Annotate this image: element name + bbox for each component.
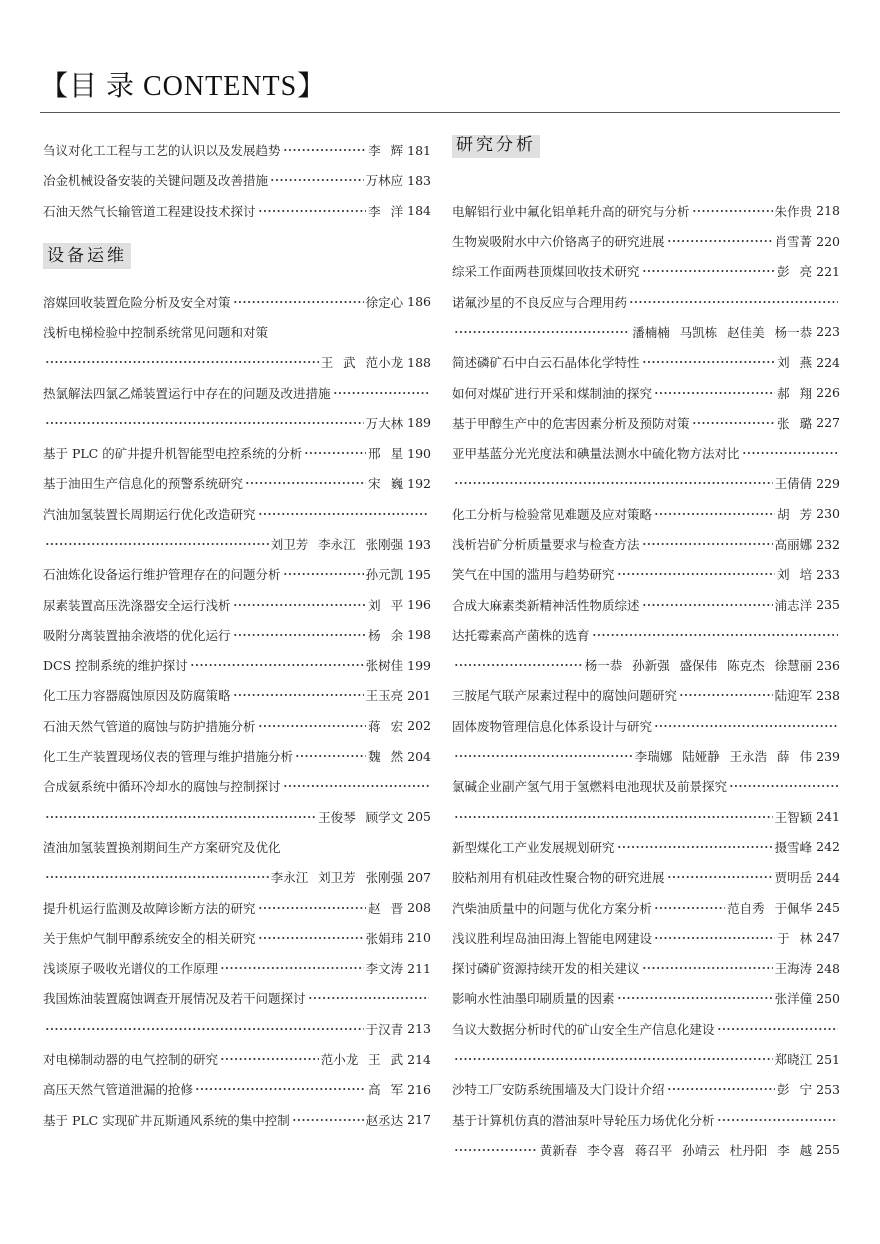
entry-authors: 张娟玮	[365, 930, 404, 946]
entry-title: 电解铝行业中氟化铝单耗升高的研究与分析	[452, 203, 690, 219]
dot-leader	[292, 1105, 364, 1135]
page-number: 208	[407, 900, 431, 916]
entry-authors: 蒋 宏	[368, 718, 404, 734]
page-number: 217	[407, 1112, 431, 1128]
page-number: 193	[407, 536, 431, 552]
page-number: 184	[407, 203, 431, 219]
dot-leader	[667, 226, 773, 256]
page-number: 199	[407, 657, 431, 673]
entry-authors: 万大林	[365, 415, 404, 431]
entry-authors: 刘 培	[777, 567, 813, 583]
entry-authors: 刘 平	[368, 597, 404, 613]
entry-title: 冶金机械设备安装的关键问题及改善措施	[43, 173, 269, 189]
entry-title: 综采工作面两巷顶煤回收技术研究	[452, 264, 640, 280]
toc-entry[interactable]	[452, 1105, 840, 1135]
toc-entry[interactable]	[43, 892, 431, 922]
page-number: 186	[407, 294, 431, 310]
dot-leader	[667, 1074, 776, 1104]
entry-authors: 李 洋	[368, 203, 404, 219]
entry-authors: 赵丞达	[365, 1112, 404, 1128]
dot-leader	[654, 923, 775, 953]
page-number: 251	[816, 1051, 840, 1067]
dot-leader	[258, 893, 367, 923]
entry-title: 氯碱企业副产氢气用于氢燃料电池现状及前景探究	[452, 779, 728, 795]
toc-entry[interactable]	[452, 1074, 840, 1104]
toc-entry-continuation[interactable]	[452, 802, 840, 832]
dot-leader	[454, 1135, 538, 1165]
entry-title: 浅析岩矿分析质量要求与检查方法	[452, 537, 640, 552]
dot-leader	[258, 923, 364, 953]
toc-entry[interactable]	[43, 377, 431, 407]
toc-entry[interactable]	[452, 923, 840, 953]
toc-entry[interactable]	[43, 1074, 431, 1104]
dot-leader	[454, 468, 773, 498]
entry-title: 简述磷矿石中白云石晶体化学特性	[452, 355, 640, 371]
dot-leader	[258, 196, 367, 226]
page-number: 247	[816, 930, 840, 946]
contents-header	[40, 64, 840, 114]
dot-leader	[304, 438, 366, 468]
dot-leader	[454, 650, 583, 680]
page-number: 195	[407, 566, 431, 582]
toc-entry-continuation[interactable]	[43, 802, 431, 832]
toc-entry[interactable]	[43, 832, 431, 862]
dot-leader	[220, 953, 364, 983]
dot-leader	[333, 378, 429, 408]
entry-authors: 彭 亮	[777, 264, 813, 280]
entry-title: 热氯解法四氯乙烯装置运行中存在的问题及改进措施	[43, 385, 331, 401]
dot-leader	[245, 468, 366, 498]
dot-leader	[233, 620, 367, 650]
dot-leader	[45, 347, 319, 377]
page-title: 【目 录 CONTENTS】	[40, 71, 327, 102]
page-number: 207	[407, 869, 431, 885]
section-heading	[43, 226, 431, 287]
entry-title: 刍议对化工工程与工艺的认识以及发展趋势	[43, 143, 281, 159]
dot-leader	[629, 287, 838, 317]
entry-authors: 贾明岳	[774, 870, 813, 886]
dot-leader	[654, 711, 838, 741]
dot-leader	[283, 135, 367, 165]
toc-entry[interactable]	[452, 377, 840, 407]
dot-leader	[295, 741, 366, 771]
entry-authors: 浦志洋	[774, 597, 813, 613]
toc-entry[interactable]	[43, 317, 431, 347]
dot-leader	[642, 953, 773, 983]
entry-title: 达托霉素高产菌株的选育	[452, 627, 590, 643]
entry-title: 沙特工厂安防系统围墙及大门设计介绍	[452, 1082, 665, 1098]
entry-authors: 陆迎军	[774, 688, 813, 704]
page-number: 218	[816, 203, 840, 219]
entry-authors: 赵 晋	[368, 900, 404, 916]
page-number: 250	[816, 990, 840, 1006]
dot-leader	[233, 287, 364, 317]
entry-authors: 刘 燕	[777, 355, 813, 371]
dot-leader	[742, 438, 838, 468]
toc-entry-continuation[interactable]	[43, 529, 431, 559]
page-number: 233	[816, 566, 840, 582]
toc-entry[interactable]	[452, 559, 840, 589]
page-number: 192	[407, 475, 431, 491]
entry-title: 浅谈原子吸收光谱仪的工作原理	[43, 961, 219, 977]
page-number: 232	[816, 536, 840, 552]
dot-leader	[717, 1014, 838, 1044]
entry-title: 化工分析与检验常见难题及应对策略	[452, 506, 653, 522]
dot-leader	[454, 741, 633, 771]
entry-title: 石油天然气长输管道工程建设技术探讨	[43, 203, 256, 219]
dot-leader	[692, 408, 776, 438]
page-number: 201	[407, 687, 431, 703]
entry-title: 汽油加氢装置长周期运行优化改造研究	[43, 506, 256, 522]
entry-title: 基于 PLC 的矿井提升机智能型电控系统的分析	[43, 446, 303, 462]
page-number: 183	[407, 172, 431, 188]
page-number: 210	[407, 930, 431, 946]
entry-authors: 杨一恭 孙新强 盛保伟 陈克杰 徐慧丽	[584, 658, 813, 674]
entry-title: 生物炭吸附水中六价铬离子的研究进展	[452, 234, 665, 250]
toc-entry-continuation[interactable]	[43, 1014, 431, 1044]
page-number: 230	[816, 506, 840, 522]
entry-title: 影响水性油墨印刷质量的因素	[452, 991, 615, 1007]
entry-title: 胶粘剂用有机硅改性聚合物的研究进展	[452, 870, 665, 886]
entry-authors: 胡 芳	[777, 506, 813, 522]
page-number: 241	[816, 809, 840, 825]
toc-entry[interactable]	[452, 680, 840, 710]
toc-entry[interactable]	[43, 711, 431, 741]
entry-authors: 肖雪菁	[774, 234, 813, 250]
page-number: 239	[816, 748, 840, 764]
toc-entry[interactable]	[43, 741, 431, 771]
toc-entry[interactable]	[43, 589, 431, 619]
entry-title: 对电梯制动器的电气控制的研究	[43, 1052, 219, 1068]
entry-title: 基于油田生产信息化的预警系统研究	[43, 476, 244, 492]
dot-leader	[692, 196, 773, 226]
entry-authors: 朱作贵	[774, 203, 813, 219]
page-number: 244	[816, 869, 840, 885]
page-number: 253	[816, 1081, 840, 1097]
entry-authors: 孙元凯	[365, 567, 404, 583]
entry-title: 关于焦炉气制甲醇系统安全的相关研究	[43, 930, 256, 946]
entry-authors: 郝 翔	[777, 385, 813, 401]
toc-entry[interactable]	[43, 165, 431, 195]
dot-leader	[642, 256, 776, 286]
entry-authors: 范自秀 于佩华	[727, 900, 813, 916]
dot-leader	[258, 499, 429, 529]
toc-entry[interactable]	[452, 438, 840, 468]
entry-title: 刍议大数据分析时代的矿山安全生产信息化建设	[452, 1021, 715, 1037]
entry-title: 如何对煤矿进行开采和煤制油的探究	[452, 385, 653, 401]
dot-leader	[654, 893, 725, 923]
entry-authors: 刘卫芳 李永江 张刚强	[270, 537, 404, 552]
entry-authors: 李 辉	[368, 143, 404, 159]
entry-authors: 于 林	[777, 930, 813, 946]
toc-entry[interactable]	[43, 1105, 431, 1135]
entry-title: 基于 PLC 实现矿井瓦斯通风系统的集中控制	[43, 1112, 290, 1128]
entry-authors: 黄新春 李令喜 蒋召平 孙靖云 杜丹阳 李 越	[539, 1142, 813, 1158]
entry-authors: 王海涛	[774, 961, 813, 977]
toc-entry[interactable]	[452, 1014, 840, 1044]
toc-entry[interactable]	[452, 832, 840, 862]
page-number: 204	[407, 748, 431, 764]
toc-entry[interactable]	[452, 286, 840, 316]
entry-authors: 李瑞娜 陆娅静 王永浩 薛 伟	[634, 749, 813, 765]
toc-entry-continuation[interactable]	[452, 650, 840, 680]
header-divider	[40, 112, 840, 113]
dot-leader	[258, 711, 367, 741]
page-number: 214	[407, 1051, 431, 1067]
dot-leader	[729, 771, 838, 801]
entry-authors: 张 璐	[777, 415, 813, 431]
dot-leader	[454, 802, 773, 832]
dot-leader	[45, 408, 364, 438]
toc-entry[interactable]	[452, 226, 840, 256]
entry-title: 浅析电梯检验中控制系统常见问题和对策	[43, 324, 269, 340]
entry-authors: 潘楠楠 马凯栋 赵佳美 杨一恭	[632, 324, 813, 340]
toc-entry[interactable]	[452, 256, 840, 286]
toc-right-column	[452, 135, 840, 1165]
toc-entry[interactable]	[43, 953, 431, 983]
section-heading	[452, 135, 840, 165]
entry-authors: 郑晓江	[774, 1052, 813, 1068]
dot-leader	[642, 529, 773, 559]
toc-entry-continuation[interactable]	[452, 468, 840, 498]
toc-entry[interactable]	[43, 771, 431, 801]
toc-entry-continuation[interactable]	[43, 347, 431, 377]
toc-entry[interactable]	[43, 923, 431, 953]
toc-entry[interactable]	[452, 499, 840, 529]
toc-entry[interactable]	[43, 135, 431, 165]
dot-leader	[233, 590, 367, 620]
page-number: 188	[407, 354, 431, 370]
section-label: 设备运维	[43, 243, 131, 269]
entry-title: 化工生产装置现场仪表的管理与维护措施分析	[43, 749, 294, 765]
page-number: 198	[407, 627, 431, 643]
entry-authors: 邢 星	[368, 446, 404, 462]
dot-leader	[283, 771, 429, 801]
entry-authors: 王 武 范小龙	[320, 355, 404, 371]
toc-entry[interactable]	[452, 892, 840, 922]
page-number: 242	[816, 839, 840, 855]
entry-title: 诺氟沙星的不良反应与合理用药	[452, 294, 628, 310]
toc-entry[interactable]	[43, 650, 431, 680]
entry-title: 溶媒回收装置危险分析及安全对策	[43, 294, 231, 310]
toc-entry[interactable]	[43, 286, 431, 316]
page-number: 255	[816, 1142, 840, 1158]
dot-leader	[195, 1074, 366, 1104]
dot-leader	[617, 832, 773, 862]
page-number: 196	[407, 597, 431, 613]
entry-authors: 魏 然	[368, 749, 404, 765]
page-number: 236	[816, 657, 840, 673]
toc-entry[interactable]	[452, 529, 840, 559]
page-number: 220	[816, 233, 840, 249]
toc-entry[interactable]	[452, 862, 840, 892]
page-number: 213	[407, 1021, 431, 1037]
entry-title: 固体废物管理信息化体系设计与研究	[452, 718, 653, 734]
entry-title: 基于甲醇生产中的危害因素分析及预防对策	[452, 415, 690, 431]
toc-entry[interactable]	[452, 711, 840, 741]
toc-entry-continuation[interactable]	[452, 317, 840, 347]
dot-leader	[454, 317, 630, 347]
dot-leader	[45, 1014, 364, 1044]
dot-leader	[233, 680, 364, 710]
page-number: 223	[816, 324, 840, 340]
page-number: 221	[816, 263, 840, 279]
entry-title: 石油天然气管道的腐蚀与防护措施分析	[43, 718, 256, 734]
spacer	[452, 165, 840, 195]
page-number: 216	[407, 1081, 431, 1097]
entry-title: 提升机运行监测及故障诊断方法的研究	[43, 900, 256, 916]
toc-entry-continuation[interactable]	[43, 408, 431, 438]
entry-authors: 李文涛	[365, 961, 404, 977]
entry-authors: 徐定心	[365, 294, 404, 310]
entry-authors: 王玉亮	[365, 688, 404, 704]
entry-authors: 王倩倩	[774, 476, 813, 492]
entry-title: 基于计算机仿真的潜油泵叶导轮压力场优化分析	[452, 1112, 715, 1128]
page-number: 235	[816, 597, 840, 613]
entry-title: 笑气在中国的滥用与趋势研究	[452, 567, 615, 583]
dot-leader	[283, 559, 364, 589]
dot-leader	[270, 165, 364, 195]
entry-authors: 万林应	[365, 173, 404, 189]
entry-authors: 高丽娜	[774, 537, 813, 552]
toc-entry[interactable]	[452, 983, 840, 1013]
dot-leader	[308, 983, 429, 1013]
section-label: 研究分析	[452, 135, 540, 158]
entry-authors: 张洋僮	[774, 991, 813, 1007]
toc-entry[interactable]	[452, 408, 840, 438]
page-number: 238	[816, 687, 840, 703]
toc-entry[interactable]	[43, 499, 431, 529]
page-number: 189	[407, 415, 431, 431]
toc-entry-continuation[interactable]	[452, 1044, 840, 1074]
toc-entry[interactable]	[43, 1044, 431, 1074]
entry-title: 我国炼油装置腐蚀调查开展情况及若干问题探讨	[43, 991, 306, 1007]
dot-leader	[190, 650, 364, 680]
entry-authors: 范小龙 王 武	[320, 1052, 404, 1068]
entry-title: 亚甲基蓝分光光度法和碘量法测水中硫化物方法对比	[452, 446, 740, 462]
entry-title: 高压天然气管道泄漏的抢修	[43, 1082, 194, 1098]
entry-authors: 张树佳	[365, 658, 404, 674]
dot-leader	[654, 499, 775, 529]
entry-title: 石油炼化设备运行维护管理存在的问题分析	[43, 567, 281, 583]
page-number: 245	[816, 900, 840, 916]
dot-leader	[679, 680, 773, 710]
page-number: 248	[816, 960, 840, 976]
toc-entry[interactable]	[452, 771, 840, 801]
entry-title: 尿素装置高压洗涤器安全运行浅析	[43, 597, 231, 613]
dot-leader	[45, 802, 316, 832]
toc-entry[interactable]	[43, 468, 431, 498]
entry-authors: 于汉青	[365, 1021, 404, 1037]
entry-authors: 高 军	[368, 1082, 404, 1098]
toc-entry[interactable]	[43, 680, 431, 710]
dot-leader	[642, 590, 773, 620]
dot-leader	[642, 347, 776, 377]
entry-authors: 彭 宁	[777, 1082, 813, 1098]
toc-left-column	[43, 135, 431, 1135]
dot-leader	[654, 378, 775, 408]
toc-entry[interactable]	[43, 620, 431, 650]
page-number: 205	[407, 809, 431, 825]
entry-authors: 摄雪峰	[774, 839, 813, 855]
dot-leader	[592, 620, 838, 650]
entry-title: DCS 控制系统的维护探讨	[43, 658, 188, 674]
page-number: 190	[407, 445, 431, 461]
page-number: 227	[816, 415, 840, 431]
entry-authors: 杨 余	[368, 627, 404, 643]
page-number: 229	[816, 475, 840, 491]
entry-title: 吸附分离装置抽余液塔的优化运行	[43, 627, 231, 643]
page-number: 202	[407, 718, 431, 734]
entry-title: 合成大麻素类新精神活性物质综述	[452, 597, 640, 613]
toc-entry[interactable]	[452, 589, 840, 619]
page-number: 226	[816, 385, 840, 401]
page-number: 224	[816, 354, 840, 370]
dot-leader	[667, 862, 773, 892]
toc-entry-continuation[interactable]	[43, 862, 431, 892]
toc-entry[interactable]	[452, 953, 840, 983]
toc-entry[interactable]	[452, 196, 840, 226]
dot-leader	[617, 559, 776, 589]
entry-title: 渣油加氢装置换剂期间生产方案研究及优化	[43, 839, 281, 855]
entry-authors: 王智颖	[774, 809, 813, 825]
toc-entry[interactable]	[43, 438, 431, 468]
entry-authors: 宋 巍	[368, 476, 404, 492]
entry-authors: 王俊琴 顾学文	[318, 809, 404, 825]
dot-leader	[220, 1044, 319, 1074]
entry-title: 合成氨系统中循环冷却水的腐蚀与控制探讨	[43, 779, 281, 795]
entry-title: 汽柴油质量中的问题与优化方案分析	[452, 900, 653, 916]
dot-leader	[717, 1105, 838, 1135]
toc-entry[interactable]	[452, 620, 840, 650]
entry-title: 浅议胜利埕岛油田海上智能电网建设	[452, 930, 653, 946]
page-number: 181	[407, 142, 431, 158]
entry-title: 化工压力容器腐蚀原因及防腐策略	[43, 688, 231, 704]
toc-entry-continuation[interactable]	[452, 741, 840, 771]
toc-entry-continuation[interactable]	[452, 1135, 840, 1165]
toc-entry[interactable]	[43, 559, 431, 589]
entry-authors: 李永江 刘卫芳 张刚强	[270, 870, 404, 886]
toc-entry[interactable]	[43, 196, 431, 226]
toc-entry[interactable]	[452, 347, 840, 377]
entry-title: 三胺尾气联产尿素过程中的腐蚀问题研究	[452, 688, 678, 704]
dot-leader	[45, 529, 269, 559]
dot-leader	[45, 862, 269, 892]
dot-leader	[454, 1044, 773, 1074]
page-number: 211	[407, 960, 431, 976]
toc-entry[interactable]	[43, 983, 431, 1013]
entry-title: 新型煤化工产业发展规划研究	[452, 839, 615, 855]
dot-leader	[617, 983, 773, 1013]
entry-title: 探讨磷矿资源持续开发的相关建议	[452, 961, 640, 977]
